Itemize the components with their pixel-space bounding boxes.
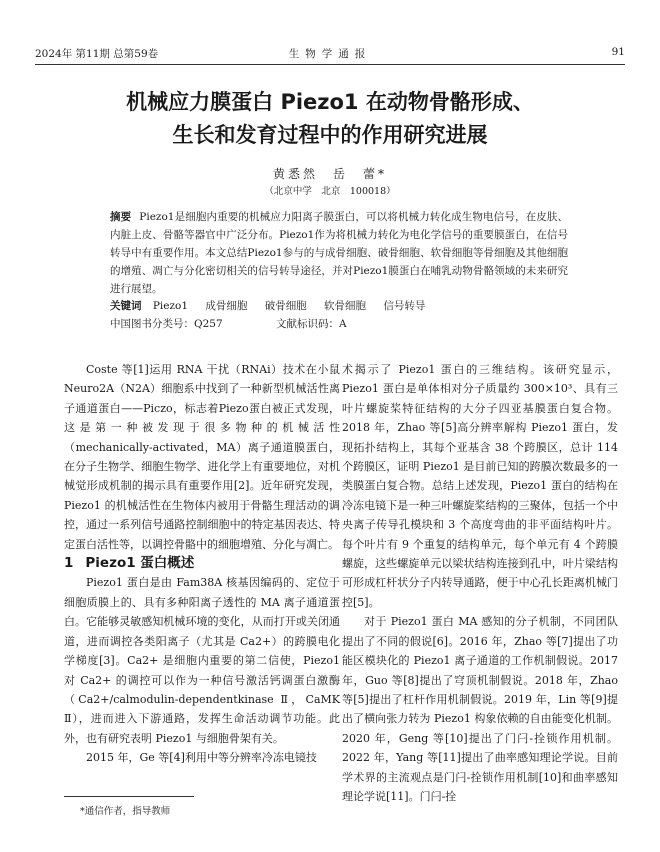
- keyword: 信号转导: [383, 300, 426, 312]
- clc-number: 中国图书分类号：Q257: [110, 318, 223, 330]
- title-line-1: 机械应力膜蛋白 Piezo1 在动物骨骼形成、: [126, 90, 534, 114]
- abstract-text: Piezo1是细胞内重要的机械应力阳离子膜蛋白，可以将机械力转化成生物电信号，在皮肤、内脏上皮、骨骼等器官中广泛分布。Piezo1作为将机械力转化为电化学信号的重要膜蛋白，在信号转导中有重要作用。本文总结Piezo1参与的与成骨细胞、破骨细胞、软骨细胞等骨细胞及其他细胞的增殖、凋亡与分化密切相关的信号转导途径，并对Piezo1膜蛋白在哺乳动物骨骼领域的未来研究进行展望。: [110, 211, 569, 295]
- authors: 黄悉然 岳 蕾*: [272, 167, 387, 181]
- body-paragraph: 2015 年，Ge 等[4]利用中等分辨率冷冻电镜技: [86, 751, 317, 765]
- journal-issue: 2024年 第11期 总第59卷: [35, 48, 159, 60]
- title-line-2: 生长和发育过程中的作用研究进展: [172, 123, 488, 147]
- abstract: [110, 208, 568, 298]
- body-paragraph: 对于 Piezo1 蛋白 MA 感知的分子机制，不同团队提出了不同的假说[6]。2016 年，Zhao 等[7]提出了功能区模块化的 Piezo1 离子通道的工作机制假说。2017 年，Guo 等[8]提出了穹顶机制假说。2018 年，Zhao 等[5]提出了杠杆作用机制假说。2019 年，Lin 等[9]提出了横向张力转为 Piezo1 构象依赖的自由能变化机制。2020 年，Geng 等[10]提出了门闩-拴锁作用机制。2022 年，Yang 等[11]提出了曲率感知理论学说。目前学术界的主流观点是门闩-拴锁作用机制[10]和曲率感知理论学说[11]。门闩-拴: [342, 615, 618, 803]
- section-title: Piezo1 蛋白概述: [85, 555, 195, 572]
- keyword: Piezo1: [152, 300, 189, 312]
- running-header: [35, 44, 625, 65]
- footnote-divider: [64, 796, 194, 797]
- journal-name: 生物学通报: [288, 48, 372, 60]
- keywords: [110, 298, 568, 313]
- keyword: 破骨细胞: [264, 300, 307, 312]
- abstract-label: 摘要: [110, 211, 132, 223]
- footnote: *通信作者，指导教师: [80, 806, 171, 817]
- body-paragraph: 术揭示了 Piezo1 蛋白的三维结构。该研究显示，Piezo1 蛋白是单体相对分子质量约 300×10³、具有三叶片螺旋桨特征结构的大分子四亚基膜蛋白复合物。2018 年，Zhao 等[5]高分辨率解构 Piezo1 蛋白，发现拓扑结构上，其每个亚基含 38 个跨膜区，总计 114 个跨膜区，证明 Piezo1 是目前已知的跨膜次数最多的一类膜蛋白复合物。总结上述发现，Piezo1 蛋白的结构在冷冻电镜下是一种三叶螺旋桨结构的三聚体，包括一个中央离子传导孔模块和 3 个高度弯曲的非平面结构叶片。每个叶片有 9 个重复的结构单元，每个单元有 4 个跨膜螺旋，这些螺旋单元以梁状结构连接到孔中，叶片梁结构可形成杠杆状分子内转导通路，便于中心孔长距离机械门控[5]。: [342, 363, 618, 609]
- left-column: [64, 360, 340, 768]
- section-number: 1: [64, 555, 74, 572]
- keywords-label: 关键词: [110, 300, 142, 312]
- article-title: [40, 86, 620, 152]
- classification-line: [110, 316, 397, 331]
- body-paragraph: Piezo1 蛋白是由 Fam38A 核基因编码的、定位于细胞质膜上的、具有多种阳离子透性的 MA 离子通道蛋白。它能够灵敏感知机械环境的变化，从而打开或关闭通道，进而调控各类阳离子（尤其是 Ca2+）的跨膜电化学梯度[3]。Ca2+ 是细胞内重要的第二信使，Piezo1 对 Ca2+ 的调控可以作为一种信号激活钙调蛋白激酶（Ca2+/calmodulin-dependentkinase Ⅱ，CaMK Ⅱ），进而进入下游通路，发挥生命活动调节功能。此外，也有研究表明 Piezo1 与细胞骨架有关。: [64, 576, 340, 745]
- body-paragraph: Coste 等[1]运用 RNA 干扰（RNAi）技术在小鼠 Neuro2A（N2A）细胞系中找到了一种新型机械活性离子通道蛋白——Piczo，标志着Piezo蛋白被正式发现，这是第一种被发现于很多物种的机械活性（mechanically-activated，MA）离子通道膜蛋白，在分子生物学、细胞生物学、进化学上有重要地位，对机械觉形成机制的揭示具有重要作用[2]。近年研究发现，Piezo1 的机械活性在生物体内被用于骨骼生理活动的调控，通过一系列信号通路控制细胞中的特定基因表达、特定蛋白活性等，以调控骨骼中的细胞增殖、分化与凋亡。: [64, 363, 340, 551]
- page-number: 91: [611, 46, 625, 58]
- section-heading: [64, 554, 340, 573]
- keyword: 成骨细胞: [205, 300, 248, 312]
- keyword: 软骨细胞: [324, 300, 367, 312]
- affiliation: （北京中学 北京 100018）: [264, 186, 396, 197]
- document-code: 文献标识码：A: [276, 318, 347, 330]
- right-column: [342, 360, 618, 806]
